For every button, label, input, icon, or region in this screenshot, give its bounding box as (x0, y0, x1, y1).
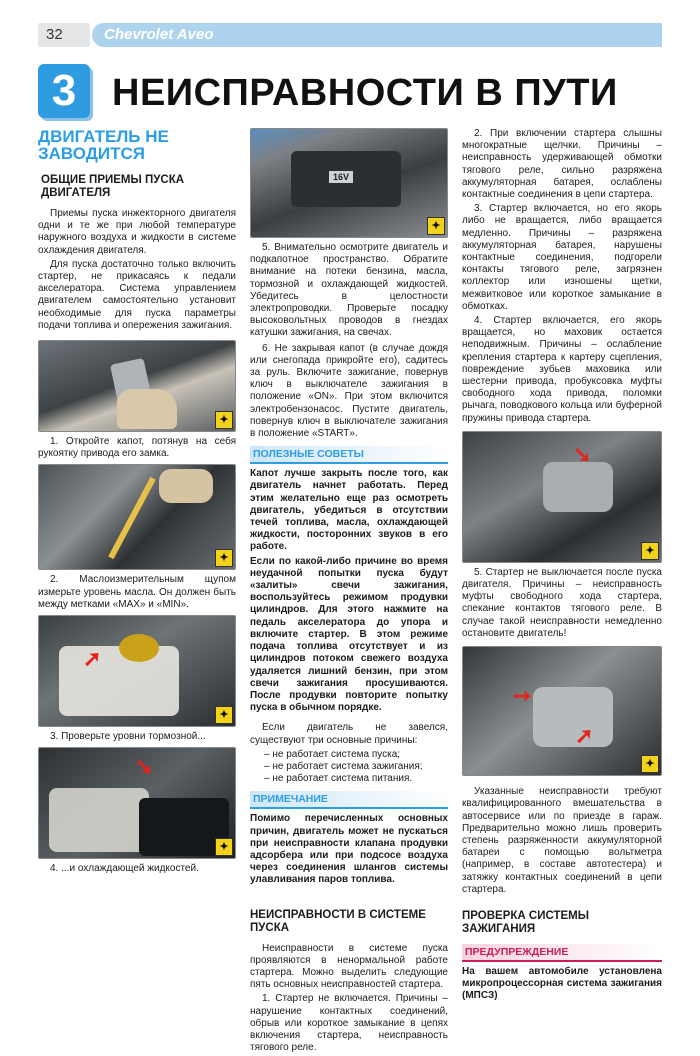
paragraph: 4. Стартер включается, его якорь вращается, но маховик остается неподвижным. Причины – ослабление крепления стартера к картеру сцепления, повреждение зубьев маховика или шестерни привода, пробуксовка муфты свободного хода привода, поломки рычага, поводкового кольца или буферной пружины привода стартера. (462, 315, 662, 424)
column-3 (462, 128, 662, 1005)
paragraph: Если двигатель не завелся, существуют три основные причины: (250, 722, 448, 746)
note-text: Помимо перечисленных основных причин, двигатель может не пускаться при неисправности клапана продувки адсорбера или при подсосе воздуха через соединения шлангов системы улавливания паров топлива. (250, 813, 448, 886)
paragraph: 6. Не закрывая капот (в случае дождя или снегопада прикройте его), садитесь за руль. Включите зажигание, повернув ключ в выключателе зажигания в положение «ON». При этом включится электробензонасос. Пустите двигатель, повернув ключ в выключателе зажигания в положение «START». (250, 342, 448, 440)
arrow-icon: ➘ (135, 754, 154, 780)
photo-caption: 2. Маслоизмерительным щупом измерьте уровень масла. Он должен быть между метками «MAX» и «MIN». (38, 574, 236, 610)
wrench-icon: ✦ (641, 542, 659, 560)
photo-coolant-reservoir (38, 747, 236, 859)
paragraph: 2. При включении стартера слышны многократные щелчки. Причины – неисправность удерживающей обмотки тягового реле, сильно разряжена аккумуляторная батарея, ослаблены контактные соединения в цепи стартера. (462, 128, 662, 201)
arrow-icon: ➚ (575, 723, 594, 749)
arrow-icon: ➙ (513, 683, 532, 709)
photo-caption: 1. Откройте капот, потянув на себя рукоятку привода его замка. (38, 436, 236, 460)
page-number: 32 (38, 23, 90, 47)
wrench-icon: ✦ (215, 706, 233, 724)
list-item: – не работает система питания. (264, 773, 413, 785)
photo-starter-terminals (462, 646, 662, 776)
wrench-icon: ✦ (427, 217, 445, 235)
wrench-icon: ✦ (215, 838, 233, 856)
chapter-number: 3 (38, 64, 90, 118)
warning-header: ПРЕДУПРЕЖДЕНИЕ (462, 944, 662, 962)
paragraph: 3. Стартер включается, но его якорь либо не вращается, либо вращается медленно. Причины – разряжена аккумуляторная батарея, нарушены контактные соединения, подгорели контакты тягового реле, загрязнен коллектор или изношены щетки, межвитковое или короткое замыкание в обмотках. (462, 203, 662, 312)
tips-header: ПОЛЕЗНЫЕ СОВЕТЫ (250, 446, 448, 464)
photo-caption: 4. ...и охлаждающей жидкостей. (50, 863, 199, 875)
list-item: – не работает система зажигания; (264, 760, 423, 772)
wrench-icon: ✦ (215, 411, 233, 429)
photo-brake-reservoir (38, 615, 236, 727)
note-header: ПРИМЕЧАНИЕ (250, 791, 448, 809)
subtitle: ОБЩИЕ ПРИЕМЫ ПУСКА ДВИГАТЕЛЯ (41, 174, 185, 199)
arrow-icon: ➘ (573, 441, 592, 467)
tip-text: Капот лучше закрыть после того, как двигатель начнет работать. Перед этим желательно еще раз осмотреть двигатель, убедиться в отсутствии течей топлива, масла, охлаждающей жидкости, посторонних звуков в его работе. (250, 468, 448, 553)
column-2 (250, 128, 448, 1056)
running-header: Chevrolet Aveo (92, 23, 662, 47)
column-1 (38, 128, 236, 878)
paragraph: 5. Стартер не выключается после пуска двигателя. Причины – неисправность муфты свободного хода стартера, спекание контактов тягового реле. В случае такой неисправности немедленно остановите двигатель! (462, 566, 662, 639)
list-item: – не работает система пуска; (264, 748, 401, 760)
photo-dipstick (38, 464, 236, 570)
wrench-icon: ✦ (641, 755, 659, 773)
photo-starter (462, 431, 662, 563)
paragraph: 5. Внимательно осмотрите двигатель и подкапотное пространство. Обратите внимание на потеки бензина, масла, тормозной и охлаждающей жидкостей. Убедитесь в целостности электропроводки. Проверьте посадку высоковольтных проводов в гнездах катушки зажигания, на свечах. (250, 242, 448, 339)
tip-text: Если по какой-либо причине во время неудачной попытки пуска будут «залиты» свечи зажигания, воспользуйтесь режимом продувки цилиндров. Для этого нажмите на педаль акселератора до упора и включите стартер. В этом режиме подача топлива отсутствует и из цилиндров потоком свежего воздуха удаляется лишний бензин, при этом свечи зажигания просушиваются. После продувки повторите попытку пуска в обычном порядке. (250, 555, 448, 714)
section-title: НЕИСПРАВНОСТИ В СИСТЕМЕ ПУСКА (250, 908, 426, 934)
wrench-icon: ✦ (215, 549, 233, 567)
engine-label: 16V (329, 171, 353, 183)
section-title: ПРОВЕРКА СИСТЕМЫ ЗАЖИГАНИЯ (462, 909, 590, 935)
paragraph: Приемы пуска инжекторного двигателя одни и те же при любой температуре наружного воздуха и жидкости в системе охлаждения двигателя. (38, 208, 236, 256)
arrow-icon: ➚ (83, 646, 102, 672)
photo-engine-bay (250, 128, 448, 238)
photo-caption: 3. Проверьте уровни тормозной... (50, 731, 206, 743)
paragraph: Для пуска достаточно только включить стартер, не прикасаясь к педали акселератора. Система управлением двигателем самостоятельно установит необходимые для пуска параметры подачи топлива и опережения зажигания. (38, 258, 236, 331)
section-title: ДВИГАТЕЛЬ НЕ ЗАВОДИТСЯ (38, 127, 169, 163)
warning-text: На вашем автомобиле установлена микропроцессорная система зажигания (МПСЗ) (462, 965, 662, 1002)
photo-hood-lever (38, 340, 236, 432)
paragraph: Указанные неисправности требуют квалифицированного вмешательства в автосервисе или по приезде в гараж. Предварительно можно лишь проверить степень разряженности аккумуляторной батареи с помощью вольтметра (например, в составе автотестера) и затяжку контактных соединений в цепи стартера. (462, 786, 662, 895)
paragraph: 1. Стартер не включается. Причины – нарушение контактных соединений, обрыв или короткое замыкание в цепях включения стартера, неисправность тягового реле. (250, 993, 448, 1054)
chapter-title: НЕИСПРАВНОСТИ В ПУТИ (112, 72, 618, 114)
paragraph: Неисправности в системе пуска проявляются в ненормальной работе стартера. Можно выделить следующие пять основных неисправностей стартера. (250, 942, 448, 991)
